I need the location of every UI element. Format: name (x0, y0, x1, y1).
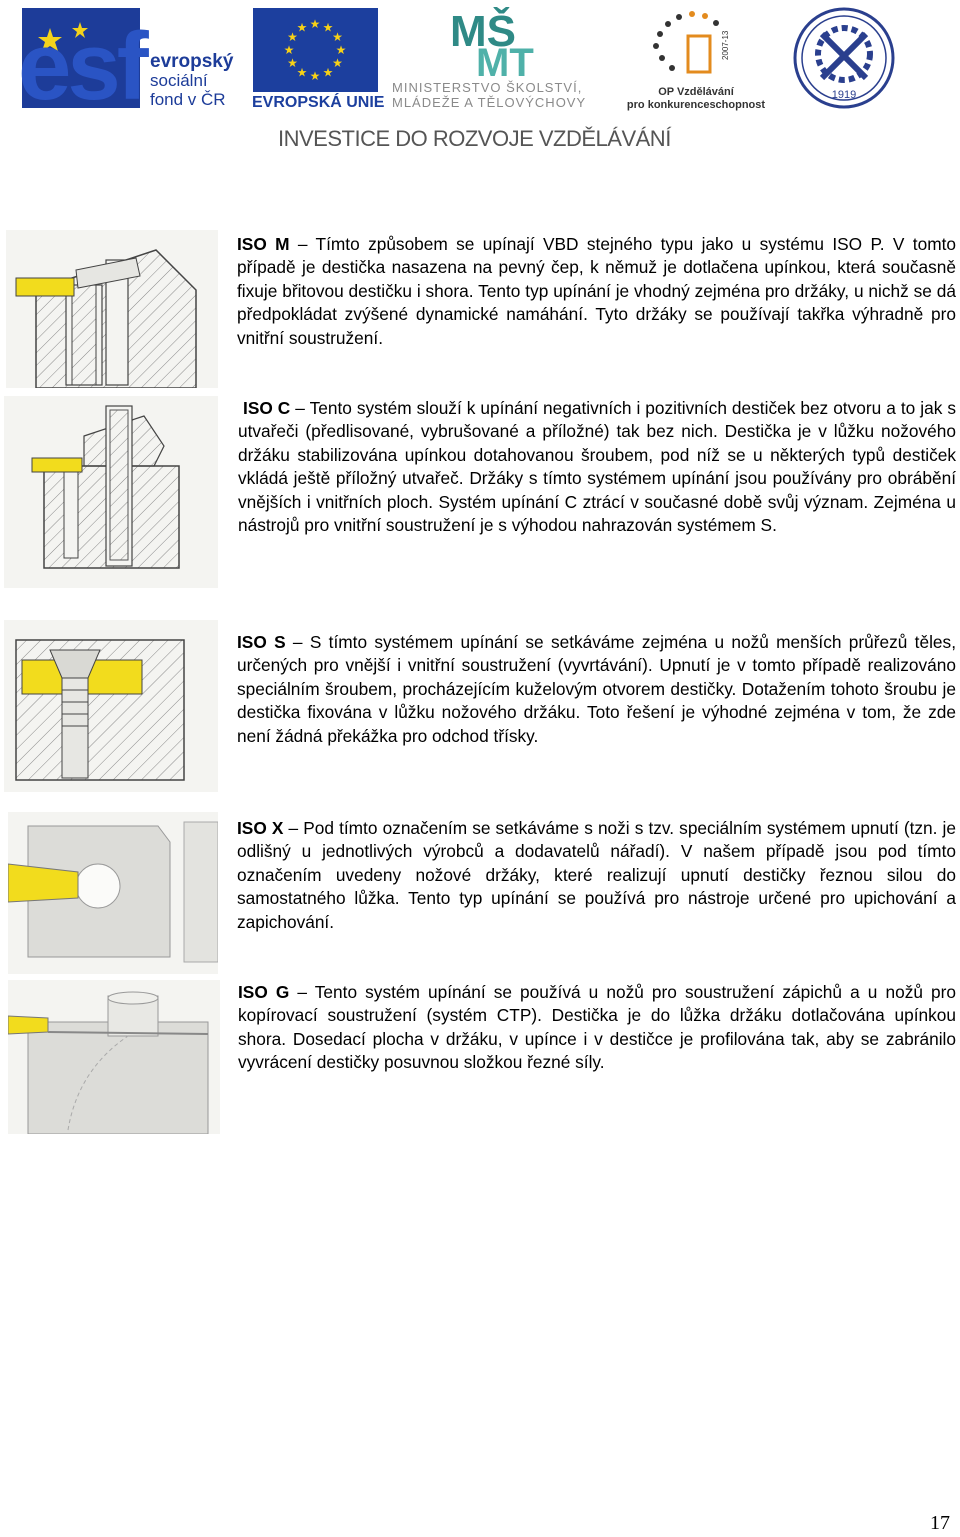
iso-m-figure (6, 230, 218, 388)
eu-flag-icon (253, 8, 378, 92)
section-iso-x: ISO X – Pod tímto označením se setkáváme s noži s tzv. speciálním systémem upnutí (tzn. je odlišný u jednotlivých výrobců a dodavatelů nářadí). V našem případě jsou pod tímto označením uvedeny nožové držáky, které realizují upnutí destičky řeznou silou do samostatného lůžka. Tento typ upínání se používá pro nástroje určené pro upichování a zapichování. (237, 818, 957, 932)
section-code: ISO M (237, 234, 290, 254)
eu-star-icon: ★ (287, 56, 298, 70)
section-code: ISO S (237, 632, 286, 652)
section-text: Pod tímto označením se setkáváme s noži s tzv. speciálním systémem upnutí (tzn. je odlišný u jednotlivých výrobců a dodavatelů nářadí). V našem případě jsou pod tímto označením uvedeny nožové držáky, které realizují upnutí destičky řeznou silou do samostatného lůžka. Tento typ upínání se používá pro nástroje určené pro upichování a zapichování. (237, 818, 957, 932)
eu-star-icon: ★ (322, 20, 334, 35)
gear-seal-icon (792, 6, 896, 110)
section-iso-c: ISO C – Tento systém slouží k upínání negativních i pozitivních destiček bez otvoru a to jak s utvařeči (předlisované, vybrušované a příložné) tak bez nich. Destička je v lůžku nožového držáku stabilizována upínkou dotahovanou šroubem, pod níž se u některých typů destiček vkládá ještě příložný utvařeč. Držáky s tímto systémem upínání jsou používány pro obrábění vnějších i vnitřních ploch. Systém upínání C ztrácí v současné době svůj význam. Zejména u nástrojů pro vnitřní soustružení je s výhodou nahrazován systémem S. (238, 398, 956, 536)
svg-text:1919: 1919 (831, 89, 857, 101)
eu-label: EVROPSKÁ UNIE (252, 94, 385, 111)
msmt-mark-icon (448, 6, 558, 78)
eu-star-icon: ★ (332, 30, 343, 44)
eu-star-icon: ★ (332, 56, 343, 70)
eu-star-icon: ★ (296, 65, 308, 80)
section-iso-s: ISO S – S tímto systémem upínání se setkáváme zejména u nožů menších průřezů těles, určených pro vnější i vnitřní soustružení (vyvrtávání). Upnutí je v tomto případě realizováno speciálním šroubem, procházejícím kuželovým otvorem destičky. Dotažením tohoto šroubu je destička fixována v lůžku nožového držáku. Toto řešení je výhodné zejména v tom, že zde není žádná překážka pro odchod třísky. (237, 632, 956, 746)
eu-star-icon: ★ (322, 65, 334, 80)
esf-mark: esf (18, 13, 145, 120)
section-text: Tento systém slouží k upínání negativních i pozitivních destiček bez otvoru a to jak s utvařeči (předlisované, vybrušované a příložné) tak bez nich. Destička je v lůžku nožového držáku stabilizována upínkou dotahovanou šroubem, pod níž se u některých typů destiček vkládá ještě příložný utvařeč. Držáky s tímto systémem upínání jsou používány pro obrábění vnějších i vnitřních ploch. Systém upínání C ztrácí v současné době svůj význam. Zejména u nástrojů pro vnitřní soustružení je s výhodou nahrazován systémem S. (238, 398, 956, 536)
section-code: ISO X (237, 818, 284, 838)
op-label: OP Vzdělávání pro konkurenceschopnost (626, 86, 766, 111)
msmt-logo (448, 6, 558, 78)
eu-star-icon: ★ (309, 69, 321, 83)
esf-text: evropský sociální fond v ČR (150, 51, 234, 109)
page-number: 17 (930, 1512, 950, 1534)
section-iso-g: ISO G – Tento systém upínání se používá u nožů pro soustružení zápichů a u nožů pro kopírovací soustružení (systém CTP). Destička je do lůžka držáku dotlačována upínkou shora. Dosedací plocha v držáku, v upínce i v destičce je profilována tak, aby se zabránilo vyvrácení destičky posuvnou složkou řezné síly. (238, 982, 957, 1073)
iso-g-figure (8, 980, 220, 1134)
eu-star-icon: ★ (283, 43, 295, 57)
iso-x-figure (8, 812, 218, 974)
section-code: ISO G (238, 982, 290, 1002)
section-code: ISO C (243, 398, 291, 418)
section-text: Tento systém upínání se používá u nožů pro soustružení zápichů a u nožů pro kopírovací soustružení (systém CTP). Destička je do lůžka držáku dotlačována upínkou shora. Dosedací plocha v držáku, v upínce i v destičce je profilována tak, aby se zabránilo vyvrácení destičky posuvnou složkou řezné síly. (238, 982, 957, 1073)
page-header (0, 0, 960, 160)
section-text: S tímto systémem upínání se setkáváme zejména u nožů menších průřezů těles, určených pro vnější i vnitřní soustružení (vyvrtávání). Upnutí je v tomto případě realizováno speciálním šroubem, procházejícím kuželovým otvorem destičky. Dotažením tohoto šroubu je destička fixována v lůžku nožového držáku. Toto řešení je výhodné zejména v tom, že zde není žádná překážka pro odchod třísky. (237, 632, 956, 746)
iso-s-figure (4, 620, 218, 792)
eu-star-icon: ★ (287, 30, 298, 44)
section-text: Tímto způsobem se upínají VBD stejného typu jako u systému ISO P. V tomto případě je destička nasazena na pevný čep, k němuž je dotlačena upínkou, která současně fixuje břitovou destičku i shora. Tento typ upínání je vhodný zejména pro držáky, u nichž se dá předpokládat zvýšené dynamické namáhání. Tyto držáky se používají takřka výhradně pro vnitřní soustružení. (237, 234, 956, 348)
eu-star-icon: ★ (309, 17, 321, 31)
msmt-label: MINISTERSTVO ŠKOLSTVÍ, MLÁDEŽE A TĚLOVÝCHOVY (392, 80, 587, 110)
eu-star-icon: ★ (335, 43, 347, 57)
svg-text:MT: MT (476, 41, 534, 78)
iso-c-figure (4, 396, 218, 588)
op-logo-icon (648, 6, 732, 84)
section-iso-m: ISO M – Tímto způsobem se upínají VBD stejného typu jako u systému ISO P. V tomto případě je destička nasazena na pevný čep, k němuž je dotlačena upínkou, která současně fixuje břitovou destičku i shora. Tento typ upínání je vhodný zejména pro držáky, u nichž se dá předpokládat zvýšené dynamické namáhání. Tyto držáky se používají takřka výhradně pro vnitřní soustružení. (237, 234, 956, 348)
svg-text:MŠ: MŠ (450, 7, 516, 56)
svg-text:2007-13: 2007-13 (721, 30, 730, 60)
eu-star-icon: ★ (296, 20, 308, 35)
tagline: INVESTICE DO ROZVOJE VZDĚLÁVÁNÍ (278, 126, 671, 151)
